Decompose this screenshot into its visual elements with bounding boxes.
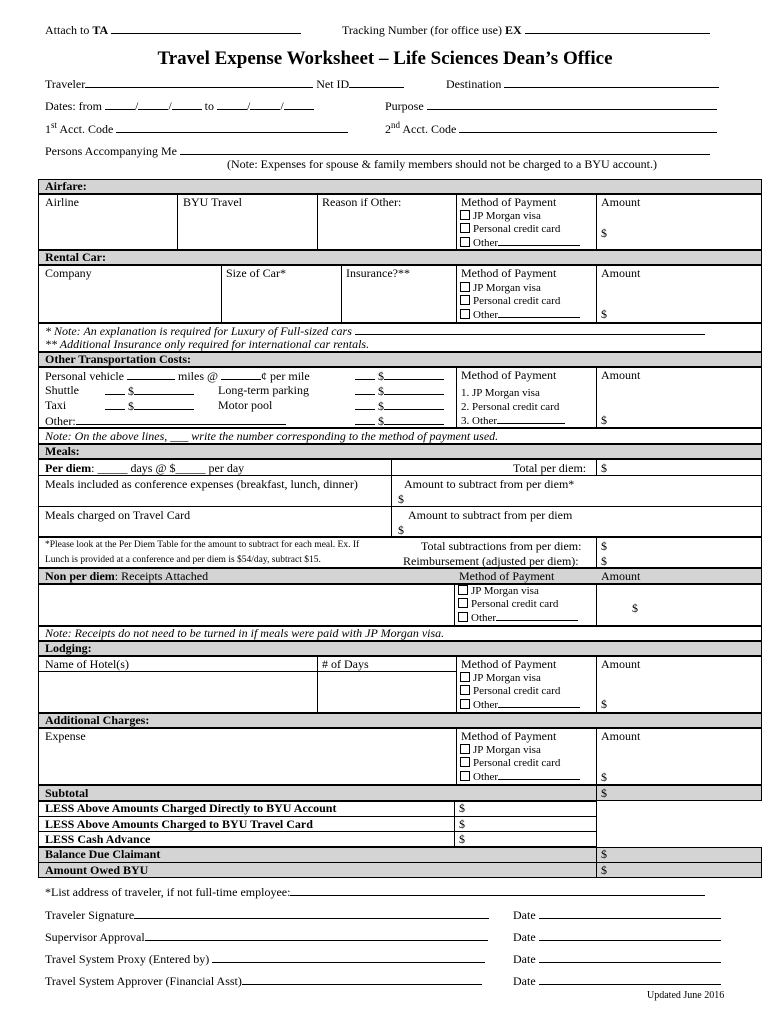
rental-jp-checkbox[interactable]: JP Morgan visa: [460, 282, 541, 294]
airfare-header: Airfare:: [38, 179, 762, 194]
date-field-1[interactable]: [539, 907, 721, 919]
attach-ta-field[interactable]: [111, 22, 301, 34]
lodging-jp-checkbox[interactable]: JP Morgan visa: [460, 672, 541, 684]
date-row-3: Date: [513, 951, 721, 967]
total-per-diem-label: Total per diem:: [513, 461, 587, 475]
supervisor-field[interactable]: [145, 929, 488, 941]
hotel-label: Name of Hotel(s): [45, 657, 129, 671]
non-per-diem-header: Non per diem: Receipts Attached: [45, 569, 209, 583]
lodging-personal-checkbox[interactable]: Personal credit card: [460, 685, 560, 697]
shuttle-amount: $: [105, 383, 194, 399]
additional-personal-checkbox[interactable]: Personal credit card: [460, 757, 560, 769]
per-diem-note-2: Lunch is provided at a conference and per diem is $54/day, subtract $15.: [45, 555, 321, 565]
purpose-row: Purpose: [385, 98, 717, 114]
additional-amount: $: [601, 770, 607, 784]
less-byu-label: LESS Above Amounts Charged Directly to BYU Account: [45, 801, 337, 815]
rental-amount: $: [601, 307, 607, 321]
address-row: *List address of traveler, if not full-time employee:: [45, 884, 705, 900]
per-diem-note-1: *Please look at the Per Diem Table for the amount to subtract for each meal. Ex. If: [45, 540, 360, 550]
motor-pool-label: Motor pool: [218, 398, 273, 412]
less-card-label: LESS Above Amounts Charged to BYU Travel Card: [45, 817, 313, 831]
date-row-1: Date: [513, 907, 721, 923]
per-diem-row: Per diem: _____ days @ $_____ per day: [45, 461, 245, 475]
expense-label: Expense: [45, 729, 86, 743]
subtract-label: Amount to subtract from per diem: [408, 508, 573, 522]
date-field-2[interactable]: [539, 929, 721, 941]
date-to-month[interactable]: [217, 98, 247, 110]
persons-field[interactable]: [180, 143, 710, 155]
rental-personal-checkbox[interactable]: Personal credit card: [460, 295, 560, 307]
acct-code-2-row: 2nd Acct. Code: [385, 120, 717, 137]
other-transport-row: Other:: [45, 413, 286, 429]
company-label: Company: [45, 266, 92, 280]
meals-personal-checkbox[interactable]: Personal credit card: [458, 598, 558, 610]
balance-due-amount: $: [601, 847, 607, 861]
amount-owed-amount: $: [601, 863, 607, 877]
spouse-note: (Note: Expenses for spouse & family members should not be charged to a BYU account.): [227, 157, 658, 171]
meals-other-checkbox[interactable]: Other: [458, 611, 578, 624]
travel-card-meals-label: Meals charged on Travel Card: [45, 508, 191, 522]
method-option-3: 3. Other: [461, 414, 565, 427]
meals-note: Note: Receipts do not need to be turned in if meals were paid with JP Morgan visa.: [45, 626, 445, 640]
reimbursement-amount: $: [601, 554, 607, 568]
additional-table: [38, 728, 762, 785]
lodging-amount-label: Amount: [601, 657, 641, 671]
traveler-row: Traveler Net ID: [45, 76, 404, 92]
additional-method-label: Method of Payment: [461, 729, 557, 743]
amount-owed-label: Amount Owed BYU: [45, 863, 149, 877]
total-subtractions-label: Total subtractions from per diem:: [421, 539, 582, 553]
transport-amount: $: [601, 413, 607, 427]
method-option-1: 1. JP Morgan visa: [461, 387, 540, 399]
transport-method-label: Method of Payment: [461, 368, 557, 382]
date-field-4[interactable]: [539, 973, 721, 985]
page-title: Travel Expense Worksheet – Life Sciences Dean’s Office: [157, 48, 613, 69]
additional-amount-label: Amount: [601, 729, 641, 743]
airline-label: Airline: [45, 195, 79, 209]
airfare-jp-checkbox[interactable]: JP Morgan visa: [460, 210, 541, 222]
rental-note-1: * Note: An explanation is required for Luxury of Full-sized cars: [45, 323, 705, 339]
meals-jp-checkbox[interactable]: JP Morgan visa: [458, 585, 539, 597]
parking-amount: $: [355, 383, 444, 399]
method-option-2: 2. Personal credit card: [461, 401, 560, 413]
subtract-amount-1: $: [398, 492, 404, 506]
proxy-row: Travel System Proxy (Entered by): [45, 951, 485, 967]
insurance-label: Insurance?**: [346, 266, 410, 280]
rental-method-label: Method of Payment: [461, 266, 557, 280]
long-term-parking-label: Long-term parking: [218, 383, 309, 397]
less-card-amount: $: [459, 817, 465, 831]
reimbursement-label: Reimbursement (adjusted per diem):: [403, 554, 579, 568]
lodging-amount: $: [601, 697, 607, 711]
updated-date: Updated June 2016: [647, 990, 725, 1001]
reason-label: Reason if Other:: [322, 195, 402, 209]
total-per-diem-amount: $: [601, 461, 607, 475]
additional-header: Additional Charges:: [38, 713, 762, 728]
days-label: # of Days: [322, 657, 369, 671]
traveler-field[interactable]: [85, 76, 313, 88]
rental-other-checkbox[interactable]: Other: [460, 308, 580, 321]
subtract-amount-2: $: [398, 523, 404, 537]
supervisor-row: Supervisor Approval: [45, 929, 488, 945]
proxy-field[interactable]: [212, 951, 485, 963]
address-field[interactable]: [290, 884, 705, 896]
persons-row: Persons Accompanying Me: [45, 143, 710, 159]
other-amount: $: [355, 413, 444, 429]
lodging-table: [38, 656, 762, 713]
date-from-day[interactable]: [138, 98, 168, 110]
date-to-day[interactable]: [250, 98, 280, 110]
date-row-4: Date: [513, 973, 721, 989]
meals-amount: $: [632, 601, 638, 615]
acct-code-2-field[interactable]: [459, 121, 717, 133]
non-per-diem-table: [38, 584, 762, 626]
tracking-number-field[interactable]: [525, 22, 710, 34]
acct-code-1-row: 1st Acct. Code: [45, 120, 348, 137]
subtract-star-label: Amount to subtract from per diem*: [404, 477, 575, 491]
meals-amount-label: Amount: [601, 569, 641, 583]
acct-code-1-field[interactable]: [116, 121, 348, 133]
date-from-year[interactable]: [172, 98, 202, 110]
date-field-3[interactable]: [539, 951, 721, 963]
lodging-header: Lodging:: [38, 641, 762, 656]
additional-other-checkbox[interactable]: Other: [460, 770, 580, 783]
additional-jp-checkbox[interactable]: JP Morgan visa: [460, 744, 541, 756]
meals-method-label: Method of Payment: [459, 569, 555, 583]
lodging-other-checkbox[interactable]: Other: [460, 698, 580, 711]
lodging-method-label: Method of Payment: [461, 657, 557, 671]
transport-amount-label: Amount: [601, 368, 641, 382]
subtotal-label: Subtotal: [45, 786, 89, 800]
date-to-year[interactable]: [284, 98, 314, 110]
less-cash-amount: $: [459, 832, 465, 846]
netid-field[interactable]: [349, 76, 404, 88]
traveler-signature-field[interactable]: [134, 907, 489, 919]
less-cash-label: LESS Cash Advance: [45, 832, 151, 846]
date-from-month[interactable]: [105, 98, 135, 110]
total-subtractions-amount: $: [601, 539, 607, 553]
airfare-amount: $: [601, 226, 607, 240]
car-size-label: Size of Car*: [226, 266, 286, 280]
vehicle-amount: $: [355, 368, 444, 384]
date-row-2: Date: [513, 929, 721, 945]
transport-header: Other Transportation Costs:: [38, 352, 762, 367]
traveler-signature-row: Traveler Signature: [45, 907, 489, 923]
transport-note: Note: On the above lines, ___ write the number corresponding to the method of payment used.: [45, 429, 499, 443]
purpose-field[interactable]: [427, 98, 717, 110]
dates-row: Dates: from / / to / /: [45, 98, 314, 114]
rental-car-header: Rental Car:: [38, 250, 762, 265]
tracking-number: Tracking Number (for office use) EX: [342, 22, 710, 38]
subtotal-row: [38, 785, 762, 801]
destination-row: Destination: [446, 76, 719, 92]
airfare-personal-checkbox[interactable]: Personal credit card: [460, 223, 560, 235]
taxi-label: Taxi: [45, 398, 67, 412]
rental-amount-label: Amount: [601, 266, 641, 280]
airfare-other-checkbox[interactable]: Other: [460, 236, 580, 249]
airfare-amount-label: Amount: [601, 195, 641, 209]
personal-vehicle-row: Personal vehicle miles @ ¢ per mile: [45, 369, 310, 383]
byu-travel-label: BYU Travel: [183, 195, 243, 209]
approver-field[interactable]: [242, 973, 482, 985]
destination-field[interactable]: [504, 76, 719, 88]
taxi-amount: $: [105, 398, 194, 414]
subtotal-amount: $: [601, 786, 607, 800]
airfare-method-label: Method of Payment: [461, 195, 557, 209]
meals-header: Meals:: [38, 444, 762, 459]
rental-note-2: ** Additional Insurance only required for international car rentals.: [45, 337, 370, 351]
attach-to-ta: Attach to TA: [45, 22, 301, 38]
balance-due-label: Balance Due Claimant: [45, 847, 161, 861]
approver-row: Travel System Approver (Financial Asst): [45, 973, 482, 989]
less-byu-amount: $: [459, 801, 465, 815]
conference-meals-label: Meals included as conference expenses (breakfast, lunch, dinner): [45, 477, 358, 491]
shuttle-row: Shuttle: [45, 383, 80, 397]
motor-pool-amount: $: [355, 398, 444, 414]
